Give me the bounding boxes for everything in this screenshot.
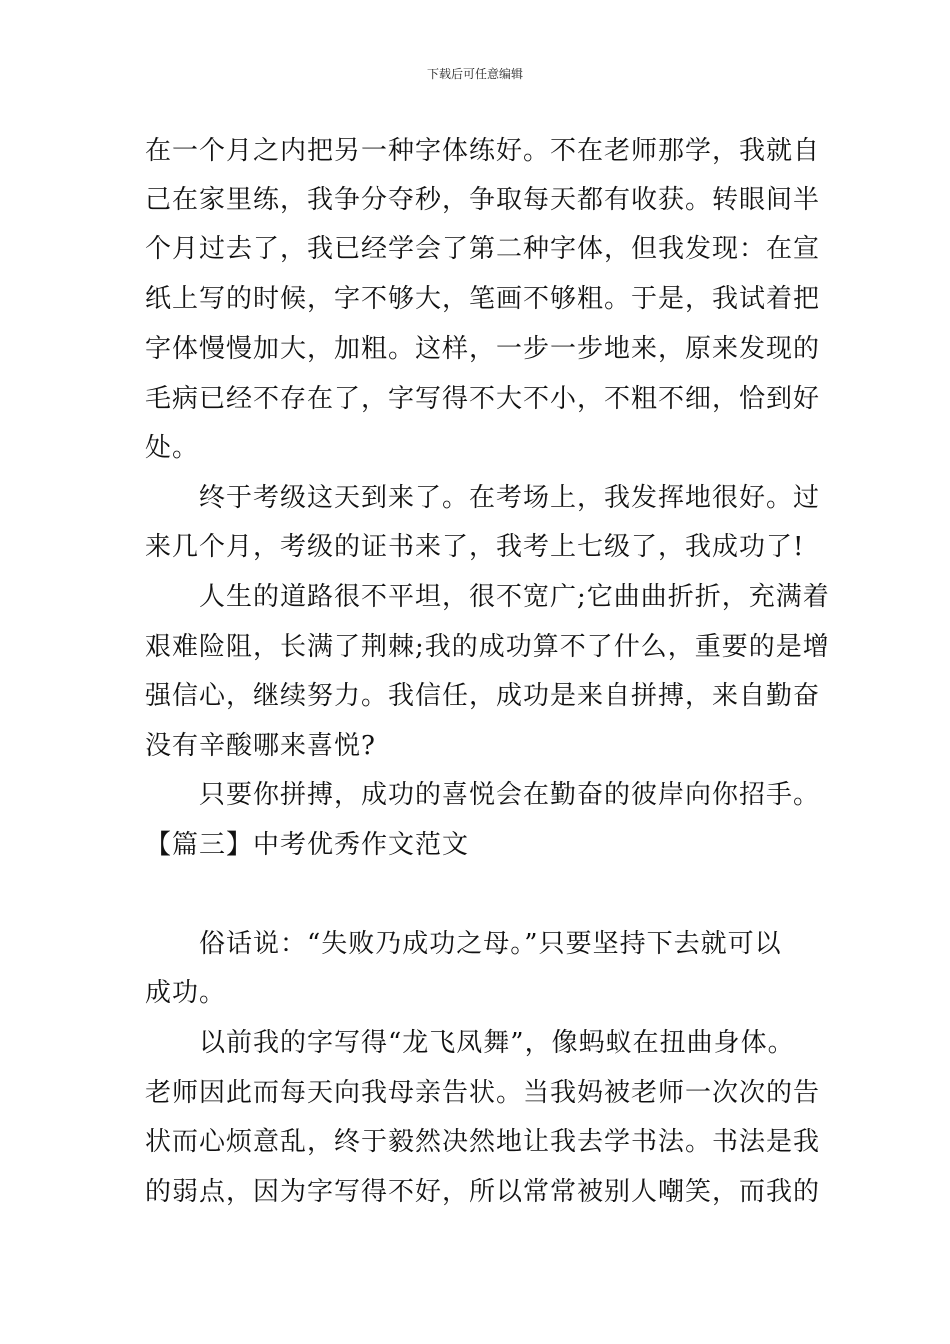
text-line: 状而心烦意乱，终于毅然决然地让我去学书法。书法是我 [145, 1127, 821, 1157]
text-line: 纸上写的时候，字不够大，笔画不够粗。于是，我试着把 [145, 284, 821, 314]
text-line: 老师因此而每天向我母亲告状。当我妈被老师一次次的告 [145, 1078, 821, 1108]
text-line: 强信心，继续努力。我信任，成功是来自拼搏，来自勤奋 [145, 681, 821, 711]
text-line: 人生的道路很不平坦，很不宽广;它曲曲折折，充满着 [145, 582, 830, 612]
text-line: 个月过去了，我已经学会了第二种字体，但我发现：在宣 [145, 234, 821, 264]
text-line: 没有辛酸哪来喜悦? [145, 731, 376, 761]
text-line: 艰难险阻，长满了荆棘;我的成功算不了什么，重要的是增 [145, 632, 830, 662]
text-line: 的弱点，因为字写得不好，所以常常被别人嘲笑，而我的 [145, 1177, 821, 1207]
text-line: 来几个月，考级的证书来了，我考上七级了，我成功了! [145, 532, 805, 562]
page-header-note: 下载后可任意编辑 [426, 67, 523, 81]
text-line: 只要你拼搏，成功的喜悦会在勤奋的彼岸向你招手。 [145, 780, 821, 810]
text-line: 处。 [145, 433, 200, 463]
section-heading: 【篇三】中考优秀作文范文 [145, 830, 470, 860]
text-line: 俗话说：“失败乃成功之母。”只要坚持下去就可以 [145, 929, 782, 959]
text-line: 在一个月之内把另一种字体练好。不在老师那学，我就自 [145, 136, 821, 166]
text-line: 字体慢慢加大，加粗。这样，一步一步地来，原来发现的 [145, 334, 821, 364]
text-line: 己在家里练，我争分夺秒，争取每天都有收获。转眼间半 [145, 185, 821, 215]
text-line: 终于考级这天到来了。在考场上，我发挥地很好。过 [145, 483, 821, 513]
text-line: 毛病已经不存在了，字写得不大不小，不粗不细，恰到好 [145, 384, 821, 414]
text-line: 以前我的字写得“龙飞凤舞”，像蚂蚁在扭曲身体。 [145, 1028, 795, 1058]
text-line: 成功。 [145, 978, 227, 1008]
